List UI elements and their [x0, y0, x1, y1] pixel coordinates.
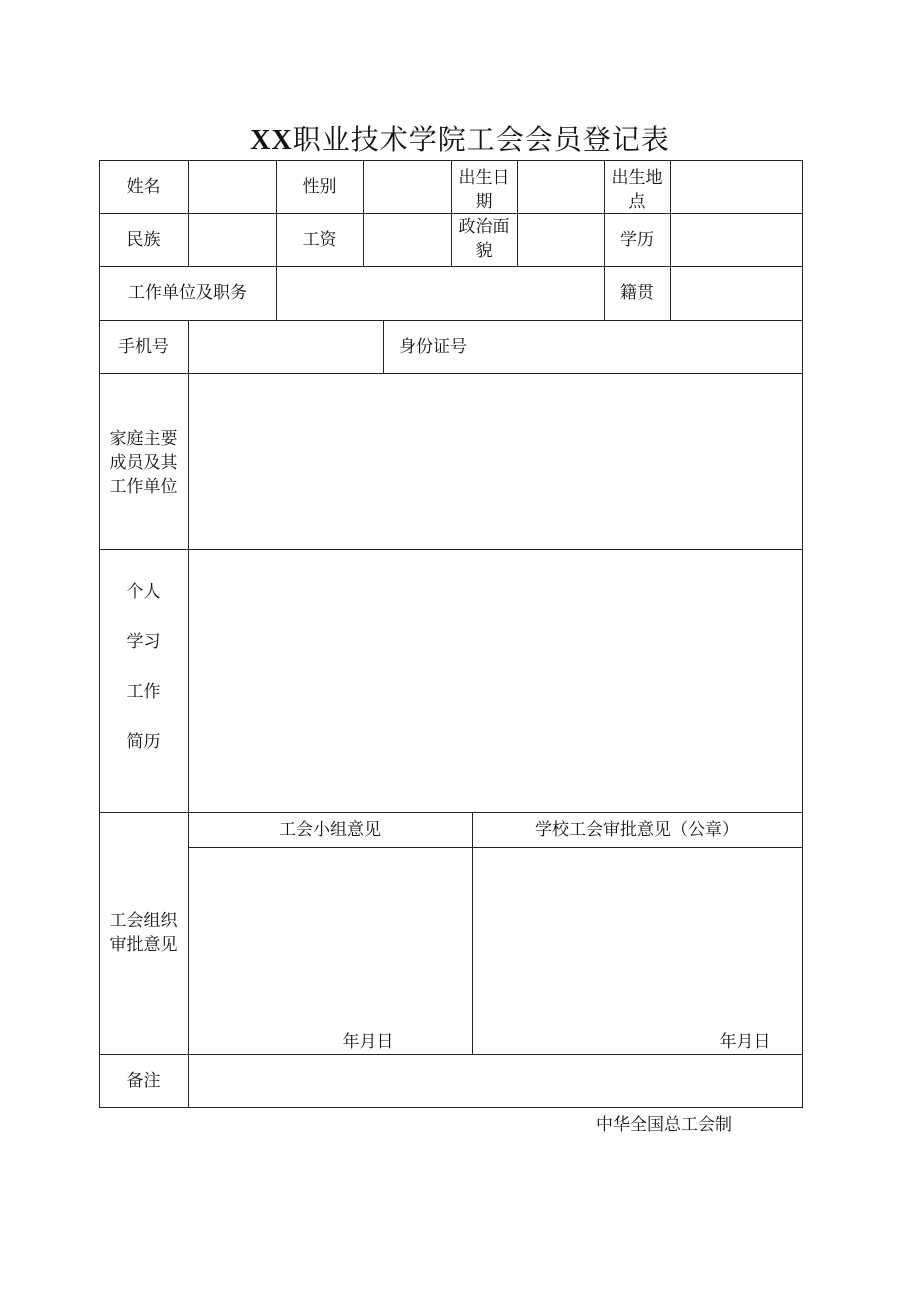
- group-opinion-date: 年月日: [342, 1032, 394, 1052]
- table-border-right: [802, 160, 803, 1108]
- gender-label: 性别: [302, 176, 337, 197]
- remarks-field[interactable]: [188, 1054, 802, 1107]
- issuer-footer: 中华全国总工会制: [596, 1115, 732, 1135]
- id-number-label: 身份证号: [399, 336, 467, 357]
- group-opinion-header: 工会小组意见: [279, 819, 381, 840]
- employer-position-label: 工作单位及职务: [128, 283, 247, 303]
- ethnicity-label: 民族: [126, 229, 161, 250]
- group-opinion-field[interactable]: [188, 847, 472, 1054]
- school-opinion-date: 年月日: [719, 1032, 771, 1052]
- political-status-field[interactable]: [517, 213, 604, 266]
- salary-label: 工资: [302, 229, 337, 250]
- family-members-field[interactable]: [188, 373, 802, 549]
- salary-field[interactable]: [363, 213, 451, 266]
- resume-field[interactable]: [188, 549, 802, 812]
- phone-label: 手机号: [118, 336, 169, 357]
- remarks-label: 备注: [126, 1070, 161, 1091]
- ethnicity-field[interactable]: [188, 213, 276, 266]
- name-label: 姓名: [126, 176, 161, 197]
- school-opinion-field[interactable]: [472, 847, 802, 1054]
- employer-position-field[interactable]: [276, 266, 604, 320]
- native-place-field[interactable]: [670, 266, 802, 320]
- education-field[interactable]: [670, 213, 802, 266]
- id-number-field[interactable]: [383, 320, 802, 373]
- family-members-label: 家庭主要 成员及其 工作单位: [109, 429, 178, 497]
- approval-label: 工会组织 审批意见: [109, 911, 178, 955]
- political-status-label: 政治面 貌: [458, 217, 510, 261]
- resume-label: 个人 学习 工作 简历: [126, 582, 161, 752]
- education-label: 学历: [620, 229, 654, 250]
- page-title: XX职业技术学院工会会员登记表: [250, 123, 670, 156]
- birthplace-field[interactable]: [670, 160, 802, 213]
- table-border-bottom: [99, 1107, 803, 1108]
- birthplace-label: 出生地 点: [611, 168, 663, 212]
- birth-date-label: 出生日 期: [458, 168, 510, 212]
- phone-field[interactable]: [188, 320, 383, 373]
- birth-date-field[interactable]: [517, 160, 604, 213]
- school-opinion-header: 学校工会审批意见（公章）: [535, 819, 739, 840]
- gender-field[interactable]: [363, 160, 451, 213]
- name-field[interactable]: [188, 160, 276, 213]
- native-place-label: 籍贯: [620, 283, 654, 303]
